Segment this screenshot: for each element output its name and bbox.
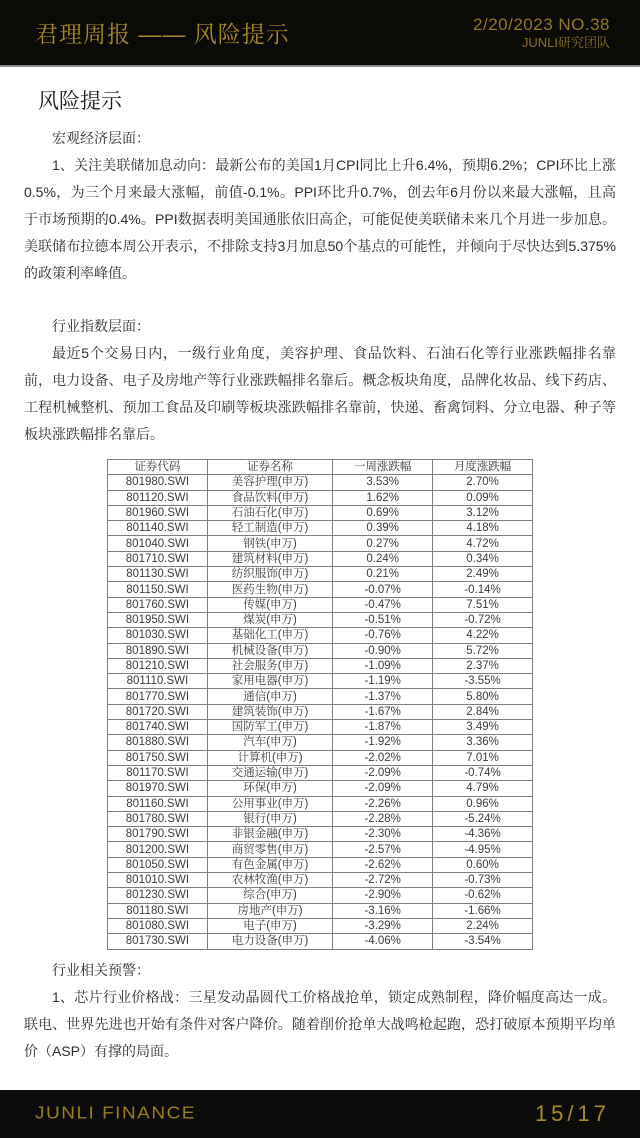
cell-week-change: 0.69%: [333, 505, 433, 520]
cell-name: 机械设备(申万): [207, 643, 332, 658]
cell-week-change: -1.37%: [333, 689, 433, 704]
cell-code: 801160.SWI: [108, 796, 208, 811]
cell-name: 食品饮料(申万): [207, 490, 332, 505]
cell-month-change: -0.74%: [433, 765, 533, 780]
cell-month-change: 0.96%: [433, 796, 533, 811]
cell-code: 801150.SWI: [108, 582, 208, 597]
report-footer: [0, 1090, 640, 1138]
cell-month-change: 3.12%: [433, 505, 533, 520]
paragraph-industry-warning: 1、芯片行业价格战：三星发动晶圆代工价格战抢单，锁定成熟制程，降价幅度高达一成。联电、世界先进也开始有条件对客户降价。随着削价抢单大战鸣枪起跑，恐打破原本预期平均单价（ASP）有撑的局面。: [24, 988, 616, 1059]
cell-month-change: 4.22%: [433, 628, 533, 643]
cell-week-change: 3.53%: [333, 475, 433, 490]
cell-name: 通信(申万): [207, 689, 332, 704]
cell-month-change: -0.14%: [433, 582, 533, 597]
cell-name: 银行(申万): [207, 811, 332, 826]
cell-code: 801110.SWI: [108, 674, 208, 689]
cell-name: 纺织服饰(申万): [207, 567, 332, 582]
cell-code: 801180.SWI: [108, 903, 208, 918]
cell-code: 801200.SWI: [108, 842, 208, 857]
cell-month-change: -0.72%: [433, 612, 533, 627]
cell-month-change: 7.51%: [433, 597, 533, 612]
cell-code: 801760.SWI: [108, 597, 208, 612]
cell-week-change: 0.27%: [333, 536, 433, 551]
table-row: [108, 857, 533, 872]
cell-name: 石油石化(申万): [207, 505, 332, 520]
cell-week-change: -4.06%: [333, 934, 433, 949]
table-row: [108, 735, 533, 750]
header-meta: [473, 14, 610, 52]
table-row: [108, 811, 533, 826]
cell-week-change: -2.28%: [333, 811, 433, 826]
cell-month-change: 5.72%: [433, 643, 533, 658]
cell-name: 煤炭(申万): [207, 612, 332, 627]
cell-name: 农林牧渔(申万): [207, 873, 332, 888]
cell-code: 801980.SWI: [108, 475, 208, 490]
cell-week-change: -2.72%: [333, 873, 433, 888]
cell-name: 基础化工(申万): [207, 628, 332, 643]
cell-month-change: 4.72%: [433, 536, 533, 551]
cell-week-change: 1.62%: [333, 490, 433, 505]
cell-code: 801140.SWI: [108, 521, 208, 536]
cell-code: 801720.SWI: [108, 704, 208, 719]
cell-month-change: -0.73%: [433, 873, 533, 888]
table-row: [108, 628, 533, 643]
cell-week-change: -0.76%: [333, 628, 433, 643]
table-row: [108, 521, 533, 536]
report-body: [0, 67, 640, 1090]
research-team-label: JUNLI研究团队: [521, 35, 610, 50]
cell-code: 801960.SWI: [108, 505, 208, 520]
cell-month-change: 0.34%: [433, 551, 533, 566]
cell-code: 801710.SWI: [108, 551, 208, 566]
cell-code: 801030.SWI: [108, 628, 208, 643]
cell-week-change: 0.21%: [333, 567, 433, 582]
table-header-row: [108, 460, 533, 475]
cell-name: 电力设备(申万): [207, 934, 332, 949]
cell-name: 综合(申万): [207, 888, 332, 903]
cell-code: 801790.SWI: [108, 827, 208, 842]
cell-name: 非银金融(申万): [207, 827, 332, 842]
cell-code: 801130.SWI: [108, 567, 208, 582]
cell-week-change: 0.24%: [333, 551, 433, 566]
cell-week-change: -1.09%: [333, 658, 433, 673]
cell-week-change: -1.92%: [333, 735, 433, 750]
table-row: [108, 720, 533, 735]
cell-month-change: 2.24%: [433, 918, 533, 933]
industry-table-body: [108, 475, 533, 949]
cell-code: 801050.SWI: [108, 857, 208, 872]
cell-code: 801740.SWI: [108, 720, 208, 735]
cell-month-change: 7.01%: [433, 750, 533, 765]
table-row: [108, 490, 533, 505]
table-row: [108, 658, 533, 673]
cell-week-change: -2.90%: [333, 888, 433, 903]
table-row: [108, 551, 533, 566]
page-title: 风险提示: [38, 90, 122, 113]
report-header: [0, 0, 640, 67]
report-date-issue: 2/20/2023 NO.38: [473, 14, 610, 34]
cell-name: 国防军工(申万): [207, 720, 332, 735]
cell-code: 801230.SWI: [108, 888, 208, 903]
cell-week-change: 0.39%: [333, 521, 433, 536]
cell-month-change: 4.18%: [433, 521, 533, 536]
table-row: [108, 873, 533, 888]
cell-week-change: -1.19%: [333, 674, 433, 689]
cell-month-change: 2.84%: [433, 704, 533, 719]
cell-month-change: -3.55%: [433, 674, 533, 689]
report-title: 君理周报 —— 风险提示: [35, 21, 290, 47]
cell-month-change: 3.36%: [433, 735, 533, 750]
cell-week-change: -2.02%: [333, 750, 433, 765]
cell-name: 交通运输(申万): [207, 765, 332, 780]
cell-code: 801950.SWI: [108, 612, 208, 627]
cell-month-change: 2.70%: [433, 475, 533, 490]
cell-week-change: -2.26%: [333, 796, 433, 811]
cell-week-change: -0.90%: [333, 643, 433, 658]
table-row: [108, 689, 533, 704]
paragraph-macro: 1、关注美联储加息动向：最新公布的美国1月CPI同比上升6.4%，预期6.2%；CPI环比上涨0.5%，为三个月来最大涨幅，前值-0.1%。PPI环比升0.7%，创去年6月份以来最大涨幅，且高于市场预期的0.4%。PPI数据表明美国通胀依旧高企，可能促使美联储未来几个月进一步加息。美联储布拉德本周公开表示，不排除支持3月加息50个基点的可能性，并倾向于尽快达到5.375%的政策利率峰值。: [24, 157, 616, 281]
cell-name: 建筑装饰(申万): [207, 704, 332, 719]
cell-name: 家用电器(申万): [207, 674, 332, 689]
table-row: [108, 674, 533, 689]
cell-name: 钢铁(申万): [207, 536, 332, 551]
cell-name: 美容护理(申万): [207, 475, 332, 490]
cell-name: 医药生物(申万): [207, 582, 332, 597]
industry-change-table: [107, 459, 533, 950]
column-header-name: 证券名称: [207, 460, 332, 475]
cell-month-change: -0.62%: [433, 888, 533, 903]
table-row: [108, 612, 533, 627]
cell-month-change: 3.49%: [433, 720, 533, 735]
cell-month-change: -4.36%: [433, 827, 533, 842]
cell-week-change: -0.51%: [333, 612, 433, 627]
page-number: 15/17: [534, 1101, 610, 1126]
cell-month-change: 2.37%: [433, 658, 533, 673]
cell-week-change: -2.09%: [333, 781, 433, 796]
cell-code: 801970.SWI: [108, 781, 208, 796]
table-row: [108, 750, 533, 765]
table-row: [108, 918, 533, 933]
cell-week-change: -3.29%: [333, 918, 433, 933]
table-row: [108, 582, 533, 597]
column-header-code: 证券代码: [108, 460, 208, 475]
cell-code: 801040.SWI: [108, 536, 208, 551]
section-label-macro: 宏观经济层面：: [52, 130, 150, 146]
cell-code: 801770.SWI: [108, 689, 208, 704]
table-row: [108, 567, 533, 582]
cell-code: 801750.SWI: [108, 750, 208, 765]
table-row: [108, 903, 533, 918]
column-header-week-change: 一周涨跌幅: [333, 460, 433, 475]
cell-code: 801120.SWI: [108, 490, 208, 505]
cell-week-change: -3.16%: [333, 903, 433, 918]
cell-code: 801780.SWI: [108, 811, 208, 826]
cell-week-change: -0.47%: [333, 597, 433, 612]
cell-month-change: 5.80%: [433, 689, 533, 704]
table-row: [108, 796, 533, 811]
table-row: [108, 888, 533, 903]
cell-month-change: -5.24%: [433, 811, 533, 826]
cell-code: 801210.SWI: [108, 658, 208, 673]
cell-name: 汽车(申万): [207, 735, 332, 750]
cell-month-change: 4.79%: [433, 781, 533, 796]
cell-name: 建筑材料(申万): [207, 551, 332, 566]
table-row: [108, 505, 533, 520]
section-label-industry-warning: 行业相关预警：: [52, 961, 150, 978]
table-row: [108, 765, 533, 780]
table-row: [108, 934, 533, 949]
cell-month-change: -4.95%: [433, 842, 533, 857]
cell-name: 社会服务(申万): [207, 658, 332, 673]
cell-week-change: -1.87%: [333, 720, 433, 735]
cell-name: 电子(申万): [207, 918, 332, 933]
cell-name: 传媒(申万): [207, 597, 332, 612]
table-row: [108, 842, 533, 857]
cell-week-change: -1.67%: [333, 704, 433, 719]
cell-month-change: -1.66%: [433, 903, 533, 918]
cell-month-change: 2.49%: [433, 567, 533, 582]
cell-code: 801170.SWI: [108, 765, 208, 780]
cell-code: 801080.SWI: [108, 918, 208, 933]
cell-name: 环保(申万): [207, 781, 332, 796]
cell-week-change: -0.07%: [333, 582, 433, 597]
cell-week-change: -2.30%: [333, 827, 433, 842]
cell-name: 轻工制造(申万): [207, 521, 332, 536]
column-header-month-change: 月度涨跌幅: [433, 460, 533, 475]
cell-name: 公用事业(申万): [207, 796, 332, 811]
cell-code: 801890.SWI: [108, 643, 208, 658]
cell-week-change: -2.57%: [333, 842, 433, 857]
table-row: [108, 536, 533, 551]
cell-month-change: 0.60%: [433, 857, 533, 872]
cell-name: 商贸零售(申万): [207, 842, 332, 857]
paragraph-industry-index: 最近5个交易日内，一级行业角度，美容护理、食品饮料、石油石化等行业涨跌幅排名靠前，电力设备、电子及房地产等行业涨跌幅排名靠后。概念板块角度，品牌化妆品、线下药店、工程机械整机、预加工食品及印刷等板块涨跌幅排名靠前，快递、畜禽饲料、分立电器、种子等板块涨跌幅排名靠后。: [24, 345, 616, 442]
table-row: [108, 827, 533, 842]
cell-week-change: -2.09%: [333, 765, 433, 780]
cell-code: 801730.SWI: [108, 934, 208, 949]
cell-name: 计算机(申万): [207, 750, 332, 765]
table-row: [108, 643, 533, 658]
cell-month-change: 0.09%: [433, 490, 533, 505]
section-label-industry-index: 行业指数层面：: [52, 318, 150, 334]
cell-code: 801010.SWI: [108, 873, 208, 888]
cell-week-change: -2.62%: [333, 857, 433, 872]
cell-code: 801880.SWI: [108, 735, 208, 750]
table-row: [108, 475, 533, 490]
cell-name: 房地产(申万): [207, 903, 332, 918]
table-row: [108, 704, 533, 719]
table-row: [108, 597, 533, 612]
table-row: [108, 781, 533, 796]
cell-name: 有色金属(申万): [207, 857, 332, 872]
brand-logo-text: JUNLI FINANCE: [35, 1103, 196, 1124]
cell-month-change: -3.54%: [433, 934, 533, 949]
